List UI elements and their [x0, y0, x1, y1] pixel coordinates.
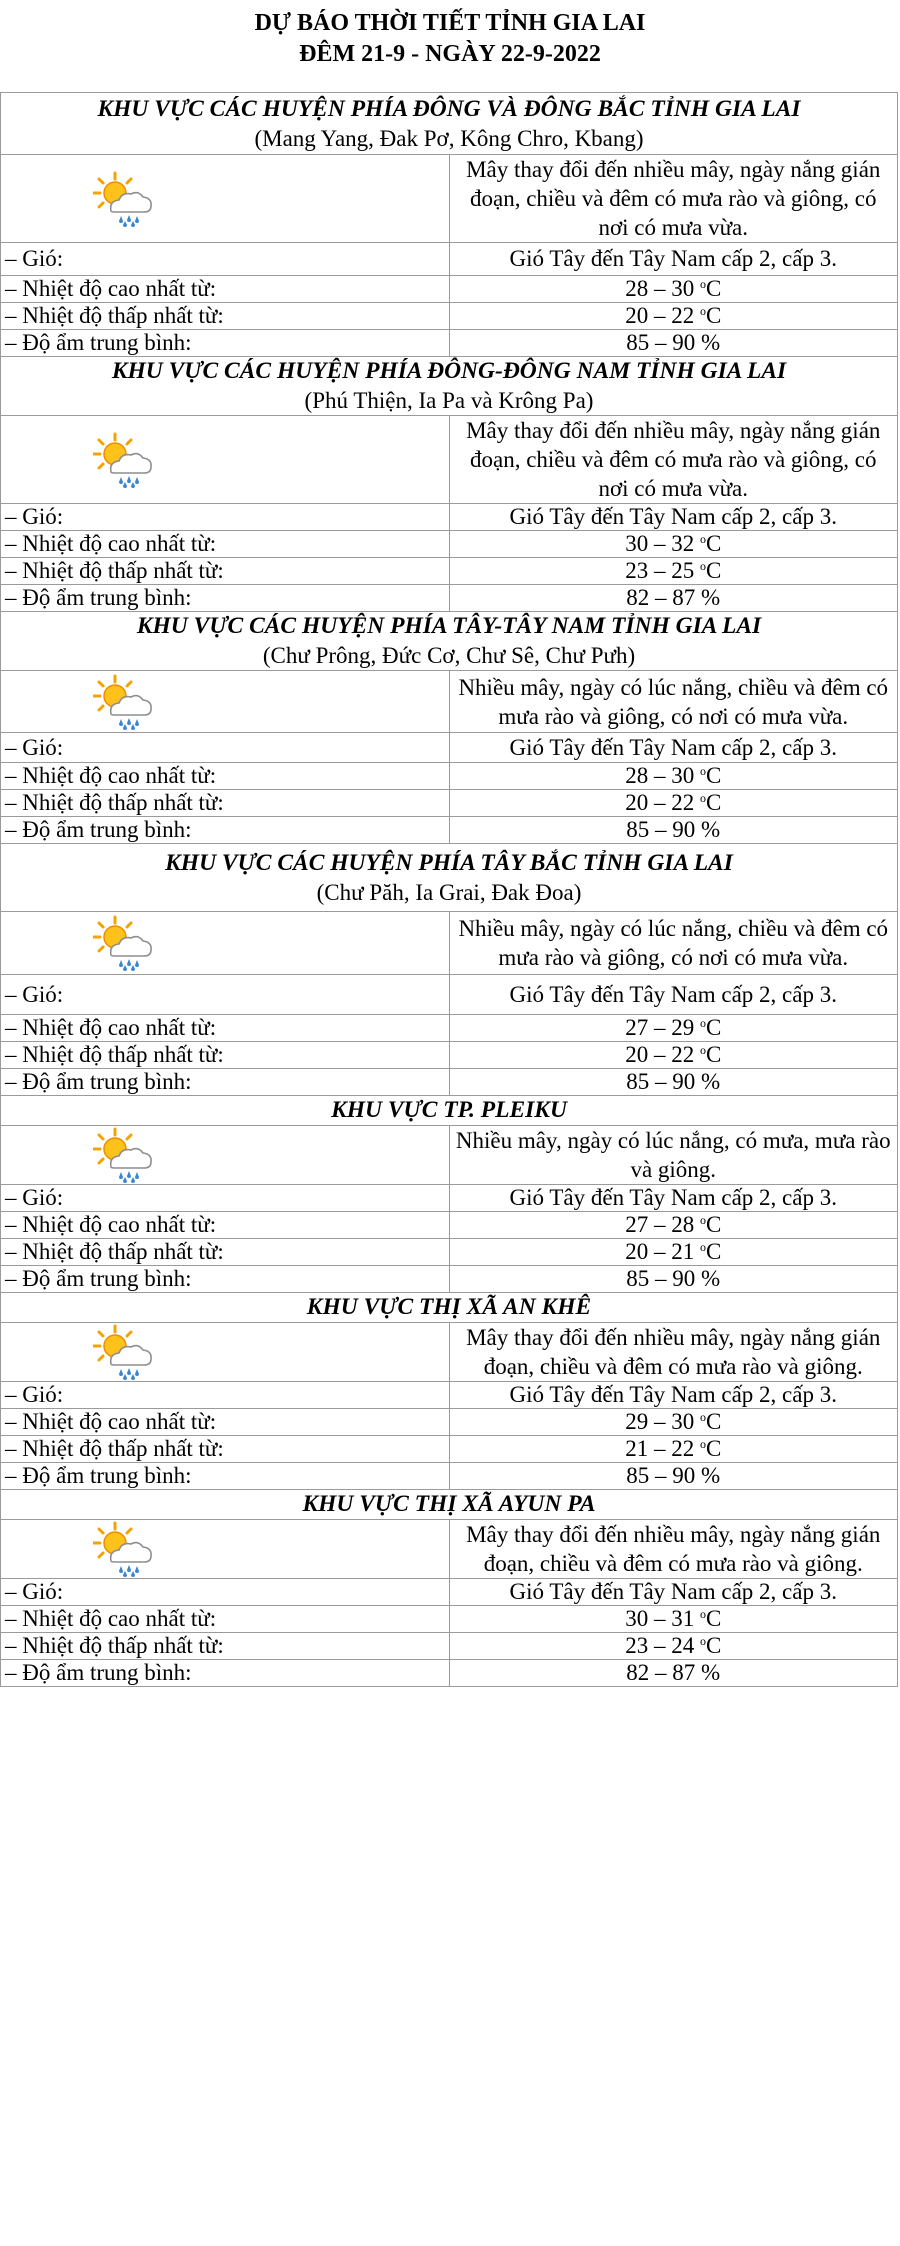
region-description-row [1, 416, 898, 504]
temp-max-value [449, 1212, 898, 1239]
sun-cloud-rain-icon [93, 432, 155, 488]
region-header-row [1, 93, 898, 155]
temp-min-number: 20 – 21 [625, 1239, 700, 1264]
celsius-unit: C [705, 790, 722, 815]
temp-min-row [1, 1239, 898, 1266]
humidity-row [1, 1463, 898, 1490]
degree-sign: o [699, 1043, 706, 1057]
wind-value: Gió Tây đến Tây Nam cấp 2, cấp 3. [449, 243, 898, 276]
sun-cloud-rain-icon [93, 1127, 155, 1183]
degree-sign: o [699, 1607, 706, 1621]
weather-description: Nhiều mây, ngày có lúc nắng, có mưa, mưa rào và giông. [449, 1126, 898, 1185]
region-description-row [1, 1520, 898, 1579]
humidity-label: – Độ ẩm trung bình: [1, 1463, 450, 1490]
celsius-unit: C [705, 763, 722, 788]
humidity-label: – Độ ẩm trung bình: [1, 1266, 450, 1293]
degree-sign: o [699, 1213, 706, 1227]
temp-min-label: – Nhiệt độ thấp nhất từ: [1, 1042, 450, 1069]
degree-sign: o [699, 1016, 706, 1030]
temp-min-label: – Nhiệt độ thấp nhất từ: [1, 558, 450, 585]
degree-sign: o [699, 764, 706, 778]
temp-min-row [1, 1436, 898, 1463]
wind-label: – Gió: [1, 243, 450, 276]
region-name: KHU VỰC THỊ XÃ AN KHÊ [306, 1294, 592, 1320]
degree-sign: o [699, 304, 706, 318]
temp-min-value [449, 790, 898, 817]
wind-value: Gió Tây đến Tây Nam cấp 2, cấp 3. [449, 504, 898, 531]
temp-max-row [1, 1212, 898, 1239]
temp-max-number: 29 – 30 [625, 1409, 700, 1434]
temp-max-value [449, 1409, 898, 1436]
wind-value: Gió Tây đến Tây Nam cấp 2, cấp 3. [449, 975, 898, 1015]
weather-description: Nhiều mây, ngày có lúc nắng, chiều và đêm có mưa rào và giông, có nơi có mưa vừa. [449, 671, 898, 733]
celsius-unit: C [705, 1633, 722, 1658]
weather-icon-cell [1, 155, 450, 243]
wind-value: Gió Tây đến Tây Nam cấp 2, cấp 3. [449, 1579, 898, 1606]
sun-cloud-rain-icon [93, 674, 155, 730]
wind-label: – Gió: [1, 1579, 450, 1606]
temp-min-value [449, 558, 898, 585]
sun-cloud-rain-icon [93, 171, 155, 227]
region-districts: (Mang Yang, Đak Pơ, Kông Chro, Kbang) [254, 125, 644, 151]
region-description-row [1, 1126, 898, 1185]
weather-icon-cell [1, 671, 450, 733]
region-header-row [1, 1293, 898, 1323]
degree-sign: o [699, 532, 706, 546]
temp-max-label: – Nhiệt độ cao nhất từ: [1, 1606, 450, 1633]
degree-sign: o [699, 1437, 706, 1451]
region-name: KHU VỰC TP. PLEIKU [331, 1097, 567, 1123]
temp-min-number: 23 – 25 [625, 558, 700, 583]
wind-value: Gió Tây đến Tây Nam cấp 2, cấp 3. [449, 1185, 898, 1212]
title-line-2: ĐÊM 21-9 - NGÀY 22-9-2022 [299, 41, 601, 67]
region-header-row [1, 1490, 898, 1520]
degree-sign: o [699, 277, 706, 291]
region-districts: (Chư Prông, Đức Cơ, Chư Sê, Chư Pưh) [262, 643, 636, 668]
wind-label: – Gió: [1, 975, 450, 1015]
temp-min-value [449, 303, 898, 330]
weather-description: Mây thay đổi đến nhiều mây, ngày nắng gián đoạn, chiều và đêm có mưa rào và giông. [449, 1520, 898, 1579]
temp-max-label: – Nhiệt độ cao nhất từ: [1, 276, 450, 303]
temp-min-row [1, 558, 898, 585]
degree-sign: o [699, 791, 706, 805]
region-districts: (Chư Păh, Ia Grai, Đak Đoa) [316, 879, 582, 905]
humidity-value: 85 – 90 % [449, 1463, 898, 1490]
temp-max-row [1, 276, 898, 303]
wind-label: – Gió: [1, 1382, 450, 1409]
temp-max-number: 27 – 29 [625, 1015, 700, 1040]
region-name: KHU VỰC THỊ XÃ AYUN PA [302, 1491, 596, 1517]
temp-max-value [449, 276, 898, 303]
region-header-row [1, 1096, 898, 1126]
temp-min-number: 21 – 22 [625, 1436, 700, 1461]
temp-max-row [1, 763, 898, 790]
weather-icon-cell [1, 1520, 450, 1579]
weather-description: Mây thay đổi đến nhiều mây, ngày nắng gián đoạn, chiều và đêm có mưa rào và giông, có nơi có mưa vừa. [449, 416, 898, 504]
celsius-unit: C [705, 1606, 722, 1631]
temp-max-value [449, 1606, 898, 1633]
wind-label: – Gió: [1, 504, 450, 531]
region-description-row [1, 671, 898, 733]
weather-icon-cell [1, 416, 450, 504]
celsius-unit: C [705, 1212, 722, 1237]
humidity-row [1, 585, 898, 612]
celsius-unit: C [705, 531, 722, 556]
title-line-1: DỰ BÁO THỜI TIẾT TỈNH GIA LAI [254, 10, 646, 36]
wind-row [1, 733, 898, 763]
degree-sign: o [699, 1634, 706, 1648]
degree-sign: o [699, 1410, 706, 1424]
weather-icon-cell [1, 1126, 450, 1185]
temp-max-row [1, 1015, 898, 1042]
celsius-unit: C [705, 1436, 722, 1461]
humidity-value: 85 – 90 % [449, 1266, 898, 1293]
temp-max-value [449, 531, 898, 558]
wind-value: Gió Tây đến Tây Nam cấp 2, cấp 3. [449, 733, 898, 763]
temp-min-value [449, 1239, 898, 1266]
temp-min-row [1, 303, 898, 330]
temp-min-number: 20 – 22 [625, 1042, 700, 1067]
humidity-row [1, 330, 898, 357]
region-name: KHU VỰC CÁC HUYỆN PHÍA ĐÔNG VÀ ĐÔNG BẮC TỈNH GIA LAI [97, 95, 801, 122]
temp-max-value [449, 763, 898, 790]
temp-max-number: 27 – 28 [625, 1212, 700, 1237]
wind-row [1, 975, 898, 1015]
temp-max-label: – Nhiệt độ cao nhất từ: [1, 1212, 450, 1239]
weather-description: Mây thay đổi đến nhiều mây, ngày nắng gián đoạn, chiều và đêm có mưa rào và giông, có nơi có mưa vừa. [449, 155, 898, 243]
region-header-row [1, 612, 898, 671]
wind-row [1, 1382, 898, 1409]
celsius-unit: C [705, 1239, 722, 1264]
wind-row [1, 1185, 898, 1212]
humidity-label: – Độ ẩm trung bình: [1, 1069, 450, 1096]
weather-description: Nhiều mây, ngày có lúc nắng, chiều và đêm có mưa rào và giông, có nơi có mưa vừa. [449, 912, 898, 975]
temp-min-row [1, 790, 898, 817]
humidity-row [1, 1660, 898, 1687]
temp-min-value [449, 1633, 898, 1660]
weather-icon-cell [1, 912, 450, 975]
weather-icon-cell [1, 1323, 450, 1382]
region-name: KHU VỰC CÁC HUYỆN PHÍA TÂY BẮC TỈNH GIA LAI [165, 849, 733, 876]
degree-sign: o [699, 1240, 706, 1254]
wind-value: Gió Tây đến Tây Nam cấp 2, cấp 3. [449, 1382, 898, 1409]
temp-min-label: – Nhiệt độ thấp nhất từ: [1, 790, 450, 817]
celsius-unit: C [705, 1015, 722, 1040]
wind-label: – Gió: [1, 1185, 450, 1212]
temp-min-number: 20 – 22 [625, 303, 700, 328]
celsius-unit: C [705, 558, 722, 583]
temp-min-label: – Nhiệt độ thấp nhất từ: [1, 303, 450, 330]
celsius-unit: C [705, 276, 722, 301]
celsius-unit: C [705, 1042, 722, 1067]
region-description-row [1, 1323, 898, 1382]
region-header-row [1, 844, 898, 912]
temp-max-number: 30 – 32 [625, 531, 700, 556]
sun-cloud-rain-icon [93, 1324, 155, 1380]
forecast-table [0, 92, 898, 1687]
humidity-row [1, 1266, 898, 1293]
celsius-unit: C [705, 1409, 722, 1434]
page-title [0, 0, 900, 70]
humidity-label: – Độ ẩm trung bình: [1, 817, 450, 844]
temp-max-row [1, 531, 898, 558]
humidity-row [1, 817, 898, 844]
humidity-row [1, 1069, 898, 1096]
sun-cloud-rain-icon [93, 915, 155, 971]
humidity-value: 85 – 90 % [449, 1069, 898, 1096]
temp-min-value [449, 1436, 898, 1463]
temp-max-label: – Nhiệt độ cao nhất từ: [1, 1409, 450, 1436]
temp-max-label: – Nhiệt độ cao nhất từ: [1, 1015, 450, 1042]
temp-min-number: 20 – 22 [625, 790, 700, 815]
region-districts: (Phú Thiện, Ia Pa và Krông Pa) [304, 388, 594, 413]
sun-cloud-rain-icon [93, 1521, 155, 1577]
degree-sign: o [699, 559, 706, 573]
region-description-row [1, 155, 898, 243]
weather-description: Mây thay đổi đến nhiều mây, ngày nắng gián đoạn, chiều và đêm có mưa rào và giông. [449, 1323, 898, 1382]
temp-max-label: – Nhiệt độ cao nhất từ: [1, 531, 450, 558]
wind-row [1, 243, 898, 276]
temp-max-row [1, 1409, 898, 1436]
temp-min-label: – Nhiệt độ thấp nhất từ: [1, 1436, 450, 1463]
celsius-unit: C [705, 303, 722, 328]
temp-max-row [1, 1606, 898, 1633]
temp-min-number: 23 – 24 [625, 1633, 700, 1658]
wind-row [1, 504, 898, 531]
temp-min-value [449, 1042, 898, 1069]
humidity-label: – Độ ẩm trung bình: [1, 330, 450, 357]
temp-min-label: – Nhiệt độ thấp nhất từ: [1, 1633, 450, 1660]
temp-min-row [1, 1042, 898, 1069]
temp-max-number: 28 – 30 [625, 276, 700, 301]
region-header-row [1, 357, 898, 416]
humidity-label: – Độ ẩm trung bình: [1, 585, 450, 612]
humidity-value: 85 – 90 % [449, 330, 898, 357]
wind-label: – Gió: [1, 733, 450, 763]
temp-min-label: – Nhiệt độ thấp nhất từ: [1, 1239, 450, 1266]
humidity-value: 82 – 87 % [449, 585, 898, 612]
temp-max-label: – Nhiệt độ cao nhất từ: [1, 763, 450, 790]
region-name: KHU VỰC CÁC HUYỆN PHÍA ĐÔNG-ĐÔNG NAM TỈNH GIA LAI [111, 358, 787, 384]
wind-row [1, 1579, 898, 1606]
temp-max-value [449, 1015, 898, 1042]
humidity-label: – Độ ẩm trung bình: [1, 1660, 450, 1687]
humidity-value: 82 – 87 % [449, 1660, 898, 1687]
region-description-row [1, 912, 898, 975]
region-name: KHU VỰC CÁC HUYỆN PHÍA TÂY-TÂY NAM TỈNH GIA LAI [136, 613, 762, 639]
temp-min-row [1, 1633, 898, 1660]
temp-max-number: 30 – 31 [625, 1606, 700, 1631]
temp-max-number: 28 – 30 [625, 763, 700, 788]
humidity-value: 85 – 90 % [449, 817, 898, 844]
